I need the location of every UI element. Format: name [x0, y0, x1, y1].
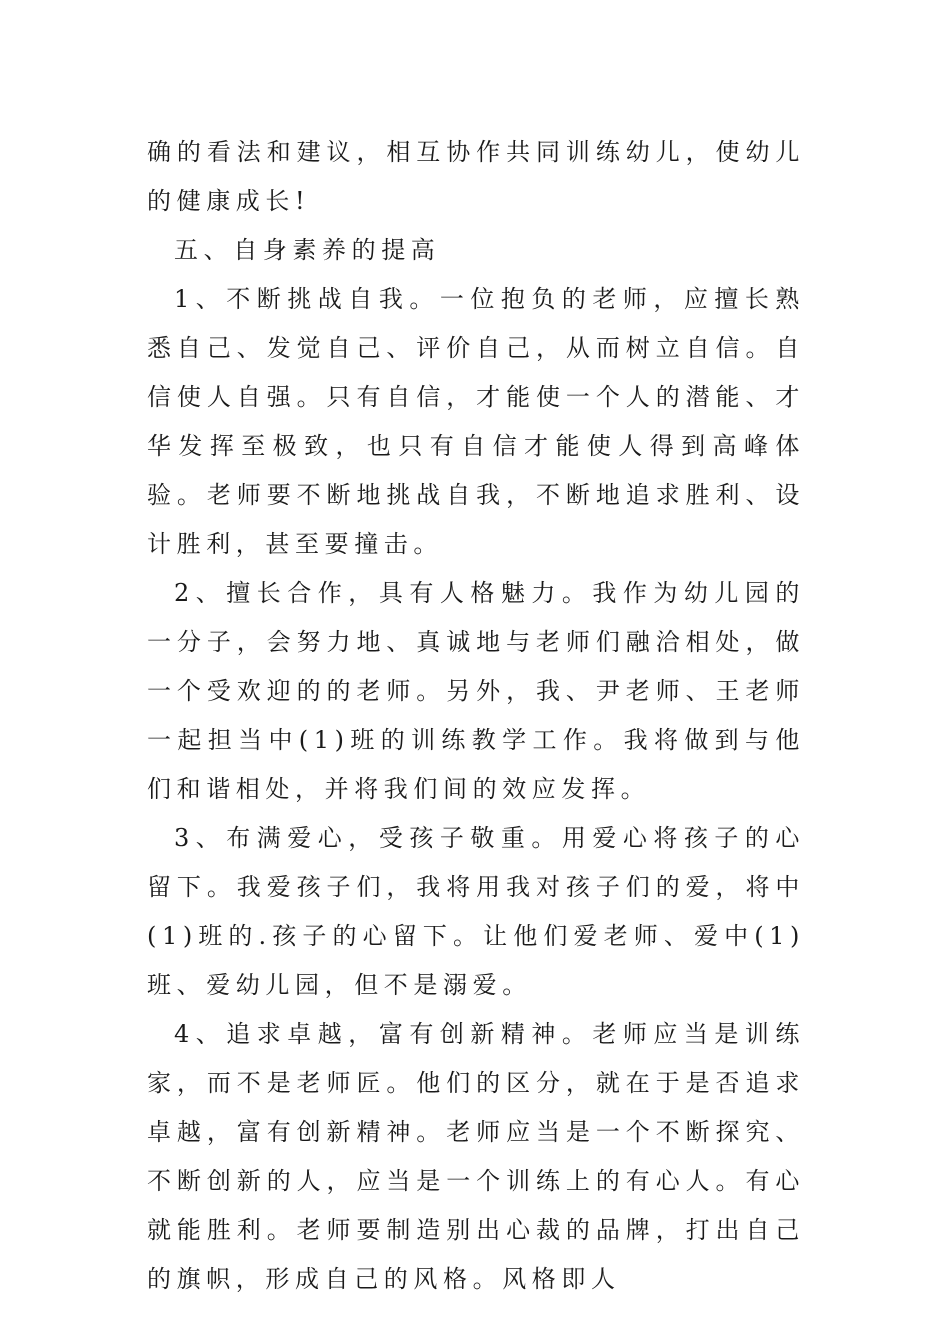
- paragraph-continuation: 确的看法和建议，相互协作共同训练幼儿，使幼儿的健康成长!: [147, 138, 805, 215]
- section-heading-self-cultivation: 五、自身素养的提高: [174, 236, 441, 264]
- document-page: [147, 128, 805, 1304]
- paragraph-pursue-excellence: 4、追求卓越，富有创新精神。老师应当是训练家，而不是老师匠。他们的区分，就在于是否追求卓越，富有创新精神。老师应当是一个不断探究、不断创新的人，应当是一个训练上的有心人。有心就能胜利。老师要制造别出心裁的品牌，打出自己的旗帜，形成自己的风格。风格即人: [147, 1020, 805, 1293]
- paragraph-cooperation: 2、擅长合作，具有人格魅力。我作为幼儿园的一分子，会努力地、真诚地与老师们融洽相处，做一个受欢迎的的老师。另外，我、尹老师、王老师一起担当中(1)班的训练教学工作。我将做到与他们和谐相处，并将我们间的效应发挥。: [147, 579, 805, 803]
- paragraph-challenge-self: 1、不断挑战自我。一位抱负的老师，应擅长熟悉自己、发觉自己、评价自己，从而树立自信。自信使人自强。只有自信，才能使一个人的潜能、才华发挥至极致，也只有自信才能使人得到高峰体验。老师要不断地挑战自我，不断地追求胜利、设计胜利，甚至要撞击。: [147, 285, 805, 558]
- paragraph-love-children: 3、布满爱心，受孩子敬重。用爱心将孩子的心留下。我爱孩子们，我将用我对孩子们的爱，将中(1)班的.孩子的心留下。让他们爱老师、爱中(1)班、爱幼儿园，但不是溺爱。: [147, 824, 805, 999]
